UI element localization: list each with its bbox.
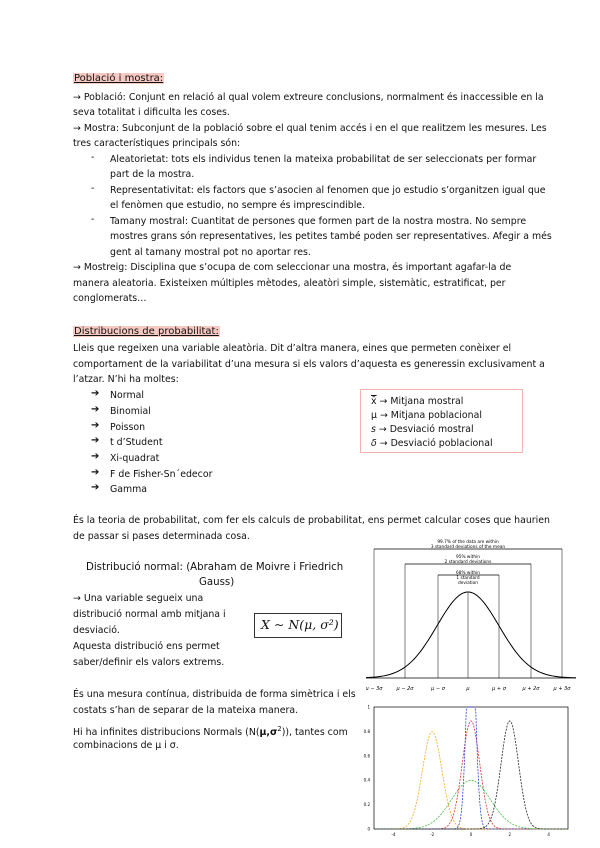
text-line: l’atzar. N’hi ha moltes: bbox=[73, 374, 179, 385]
distribution-item: Binomial bbox=[110, 406, 151, 417]
notation-legend-box bbox=[360, 389, 523, 453]
text-line: Hi ha infinites distribucions Normals $(N(\mu,\sigma^2))$, tantes com bbox=[73, 725, 348, 739]
distribution-item: t d’Student bbox=[110, 437, 163, 448]
text-line: desviació. bbox=[73, 625, 120, 636]
list-item: el fenòmen que estudio, no sempre és imprescindible. bbox=[110, 200, 366, 211]
text-line: conglomerats… bbox=[73, 293, 147, 304]
tick-label: μ + σ bbox=[492, 686, 506, 692]
x-tick-label: 2 bbox=[508, 832, 512, 837]
distribution-item: Gamma bbox=[110, 484, 148, 495]
list-item: gent al tamany mostral pot no aportar res. bbox=[110, 247, 311, 258]
text-line: Lleis que regeixen una variable aleatòria. Dit d’altra manera, eines que permeten conèixer el bbox=[73, 343, 512, 354]
tick-label: μ + 3σ bbox=[553, 686, 571, 692]
legend-row: δ → Desviació poblacional bbox=[371, 438, 493, 449]
tick-label: μ − 3σ bbox=[366, 686, 383, 692]
list-item: part de la mostra. bbox=[110, 169, 195, 180]
x-tick-label: -4 bbox=[391, 832, 396, 837]
text-line: seva totalitat i dificulta les coses. bbox=[73, 107, 230, 118]
tick-label: μ + 2σ bbox=[522, 686, 540, 692]
text-line: distribució normal amb mitjana i bbox=[73, 609, 226, 620]
text-line: És la teoria de probabilitat, com fer els calculs de probabilitat, ens permet calcular coses que haurien bbox=[73, 515, 550, 526]
text-line: combinacions de μ i σ. bbox=[73, 740, 179, 751]
y-tick-label: 1 bbox=[367, 704, 370, 710]
text-line: comportament de la variabilitat d’una mesura si els valors d’aquesta es generessin exclusivament a bbox=[73, 359, 545, 370]
x-tick-label: 0 bbox=[469, 832, 473, 837]
bell-curve-figure bbox=[366, 538, 576, 696]
distribution-item: F de Fisher-Sn´edecor bbox=[110, 469, 213, 480]
legend-row: x̄ → Mitjana mostral bbox=[371, 396, 464, 407]
text-line: → Població: Conjunt en relació al qual volem extreure conclusions, normalment és inaccessible en la bbox=[73, 92, 544, 103]
text-line: saber/definir els valors extrems. bbox=[73, 657, 225, 668]
list-item: Aleatorietat: tots els individus tenen la mateixa probabilitat de ser seleccionats per formar bbox=[110, 154, 537, 165]
normal-title: Gauss) bbox=[199, 577, 235, 588]
list-item: Representativitat: els factors que s’asocien al fenomen que jo estudio s’organitzen igual que bbox=[110, 185, 546, 196]
arrow-bullet-icon: ➔ bbox=[91, 388, 100, 399]
tick-label: μ bbox=[466, 686, 470, 692]
arrow-bullet-icon: ➔ bbox=[91, 467, 100, 478]
label-68b: 1 standard bbox=[456, 576, 480, 581]
arrow-bullet-icon: ➔ bbox=[91, 420, 100, 431]
y-ticks bbox=[364, 705, 371, 832]
y-tick-label: 0.6 bbox=[363, 753, 370, 759]
section-heading-distribucions: Distribucions de probabilitat: bbox=[74, 326, 219, 337]
distribution-item: Poisson bbox=[110, 422, 146, 433]
list-item: Tamany mostral: Cuantitat de persones que formen part de la nostra mostra. No sempre bbox=[110, 216, 527, 227]
plot-frame bbox=[374, 707, 568, 829]
dash-bullet: - bbox=[91, 152, 95, 163]
x-tick-label: -2 bbox=[430, 832, 435, 837]
multiple-normals-figure bbox=[362, 703, 574, 840]
legend-row: μ → Mitjana poblacional bbox=[371, 410, 482, 421]
normal-formula: X ∼ N(μ, σ²) bbox=[261, 617, 339, 632]
text-line: de passar si pases determinada cosa. bbox=[73, 531, 250, 542]
arrow-bullet-icon: ➔ bbox=[91, 482, 100, 493]
distribution-item: Xi-quadrat bbox=[110, 453, 160, 464]
label-95b: 2 standard deviations bbox=[444, 560, 492, 565]
label-99: 99.7% of the data are within bbox=[437, 540, 499, 545]
arrow-bullet-icon: ➔ bbox=[91, 435, 100, 446]
section-heading-poblacio: Població i mostra: bbox=[74, 73, 164, 84]
list-item: mostres grans són representatives, les petites també poden ser representatives. Afegir a més bbox=[110, 231, 552, 242]
tick-label: μ − 2σ bbox=[396, 686, 414, 692]
dash-bullet: - bbox=[91, 183, 95, 194]
text-line: → Mostra: Subconjunt de la població sobre el qual tenim accés i en el que realitzem les mesures. Les bbox=[73, 123, 547, 134]
x-ticks bbox=[391, 832, 550, 837]
label-99b: 3 standard deviations of the mean bbox=[430, 545, 506, 550]
label-95: 95% within bbox=[456, 555, 480, 560]
label-68c: deviation bbox=[458, 581, 478, 586]
y-tick-label: 0.2 bbox=[363, 802, 370, 808]
y-tick-label: 0 bbox=[367, 826, 370, 832]
formula-box bbox=[254, 613, 342, 638]
arrow-bullet-icon: ➔ bbox=[91, 451, 100, 462]
y-tick-label: 0.4 bbox=[363, 777, 370, 783]
distribution-item: Normal bbox=[110, 390, 144, 401]
dash-bullet: - bbox=[91, 214, 95, 225]
text-line: tres característiques principals són: bbox=[73, 138, 241, 149]
bell-curve bbox=[366, 592, 576, 678]
arrow-bullet-icon: ➔ bbox=[91, 404, 100, 415]
legend-row: s → Desviació mostral bbox=[371, 424, 474, 435]
text-line: És una mesura contínua, distribuida de forma simètrica i els bbox=[73, 689, 356, 700]
y-tick-label: 0.8 bbox=[363, 728, 370, 734]
text-line: → Mostreig: Disciplina que s’ocupa de com seleccionar una mostra, és important agafar-la de bbox=[73, 262, 512, 273]
text-line: costats s’han de separar de la mateixa manera. bbox=[73, 705, 299, 716]
x-tick-label: 4 bbox=[547, 832, 550, 837]
normal-title: Distribució normal: (Abraham de Moivre i Friedrich bbox=[86, 562, 344, 573]
tick-label: μ − σ bbox=[431, 686, 445, 692]
label-68: 68% within bbox=[456, 571, 480, 576]
text-line: Aquesta distribució ens permet bbox=[73, 641, 220, 652]
text-line: → Una variable segueix una bbox=[73, 593, 204, 604]
text-line: manera aleatoria. Existeixen múltiples mètodes, aleatòri simple, sistemàtic, estratificat, per bbox=[73, 278, 506, 289]
